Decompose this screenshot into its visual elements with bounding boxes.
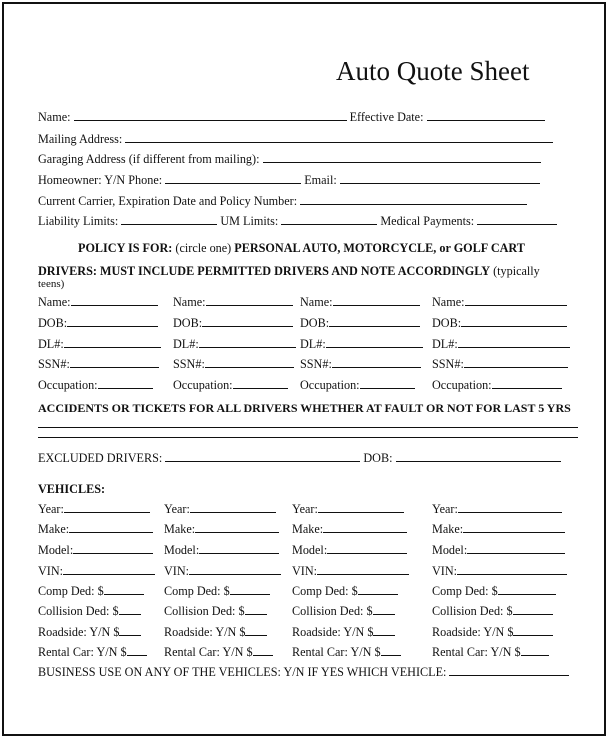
vehicle-model-3 (292, 543, 407, 557)
vehicle-roadside-field[interactable] (119, 625, 141, 636)
driver-name-label: Name: (432, 295, 465, 309)
vehicle-vin-4 (432, 564, 567, 578)
name-field[interactable] (74, 110, 347, 121)
vehicle-collision_ded-label: Collision Ded: $ (38, 604, 119, 618)
driver-dob-2 (173, 316, 293, 330)
vehicle-rental_car-4 (432, 645, 549, 659)
excluded-dob-label: DOB: (363, 451, 393, 465)
vehicle-collision_ded-label: Collision Ded: $ (432, 604, 513, 618)
vehicle-vin-3 (292, 564, 409, 578)
driver-name-field[interactable] (71, 295, 158, 306)
medical-payments-label: Medical Payments: (380, 214, 475, 228)
mailing-address-label: Mailing Address: (38, 132, 123, 146)
vehicle-vin-2 (164, 564, 281, 578)
vehicle-collision_ded-1 (38, 604, 141, 618)
vehicle-comp_ded-4 (432, 584, 556, 598)
vehicle-make-field[interactable] (463, 522, 565, 533)
effective-date-label: Effective Date: (349, 110, 424, 124)
vehicle-rental_car-field[interactable] (521, 645, 549, 656)
phone-field[interactable] (165, 173, 301, 184)
um-limits-label: UM Limits: (220, 214, 279, 228)
driver-ssn-field[interactable] (70, 357, 159, 368)
vehicle-vin-label: VIN: (432, 564, 458, 578)
vehicle-model-4 (432, 543, 565, 557)
row-name (38, 110, 545, 124)
vehicle-year-field[interactable] (318, 502, 404, 513)
vehicle-year-field[interactable] (64, 502, 150, 513)
driver-occupation-label: Occupation: (173, 378, 233, 392)
vehicle-roadside-4 (432, 625, 553, 639)
vehicle-collision_ded-label: Collision Ded: $ (164, 604, 245, 618)
accidents-line-2[interactable] (38, 437, 578, 438)
driver-ssn-label: SSN#: (300, 357, 332, 371)
effective-date-field[interactable] (427, 110, 545, 121)
medical-payments-field[interactable] (477, 214, 557, 225)
vehicle-collision_ded-field[interactable] (373, 604, 395, 615)
vehicle-comp_ded-field[interactable] (104, 584, 144, 595)
vehicle-make-label: Make: (38, 522, 70, 536)
policy-for-note: (circle one) (175, 241, 232, 255)
driver-dob-3 (300, 316, 420, 330)
driver-dl-label: DL#: (173, 337, 199, 351)
driver-ssn-4 (432, 357, 568, 371)
excluded-drivers-label: EXCLUDED DRIVERS: (38, 451, 163, 465)
vehicle-rental_car-1 (38, 645, 147, 659)
vehicle-rental_car-field[interactable] (253, 645, 273, 656)
vehicle-model-field[interactable] (73, 543, 153, 554)
driver-ssn-label: SSN#: (38, 357, 70, 371)
drivers-note-2: teens) (38, 278, 65, 290)
driver-occupation-label: Occupation: (300, 378, 360, 392)
vehicle-make-3 (292, 522, 407, 536)
vehicle-collision_ded-field[interactable] (245, 604, 267, 615)
driver-dob-1 (38, 316, 158, 330)
vehicle-vin-label: VIN: (38, 564, 64, 578)
vehicle-vin-label: VIN: (164, 564, 190, 578)
vehicle-roadside-label: Roadside: Y/N $ (432, 625, 514, 639)
driver-name-label: Name: (173, 295, 206, 309)
vehicle-year-field[interactable] (458, 502, 562, 513)
vehicle-year-1 (38, 502, 150, 516)
vehicle-model-label: Model: (432, 543, 468, 557)
vehicle-collision_ded-label: Collision Ded: $ (292, 604, 373, 618)
vehicle-comp_ded-field[interactable] (230, 584, 270, 595)
vehicle-roadside-label: Roadside: Y/N $ (38, 625, 120, 639)
vehicle-year-3 (292, 502, 404, 516)
driver-dob-field[interactable] (202, 316, 293, 327)
vehicle-rental_car-label: Rental Car: Y/N $ (432, 645, 521, 659)
vehicle-rental_car-field[interactable] (381, 645, 401, 656)
driver-ssn-2 (173, 357, 294, 371)
vehicle-collision_ded-2 (164, 604, 267, 618)
driver-dob-field[interactable] (461, 316, 567, 327)
vehicle-comp_ded-field[interactable] (358, 584, 398, 595)
driver-name-field[interactable] (465, 295, 567, 306)
vehicle-collision_ded-field[interactable] (513, 604, 553, 615)
vehicle-vin-1 (38, 564, 155, 578)
vehicle-comp_ded-label: Comp Ded: $ (38, 584, 104, 598)
vehicle-collision_ded-3 (292, 604, 395, 618)
vehicle-make-field[interactable] (195, 522, 279, 533)
vehicle-make-4 (432, 522, 565, 536)
driver-dl-label: DL#: (300, 337, 326, 351)
garaging-address-field[interactable] (263, 152, 541, 163)
driver-dob-label: DOB: (38, 316, 68, 330)
vehicle-make-1 (38, 522, 153, 536)
vehicle-vin-field[interactable] (63, 564, 155, 575)
driver-dl-label: DL#: (432, 337, 458, 351)
vehicle-year-label: Year: (164, 502, 190, 516)
vehicle-comp_ded-label: Comp Ded: $ (164, 584, 230, 598)
vehicle-comp_ded-label: Comp Ded: $ (432, 584, 498, 598)
vehicle-rental_car-label: Rental Car: Y/N $ (38, 645, 127, 659)
driver-name-3 (300, 295, 420, 309)
accidents-line-1[interactable] (38, 427, 578, 428)
vehicle-model-label: Model: (38, 543, 74, 557)
driver-dob-label: DOB: (173, 316, 203, 330)
name-label: Name: (38, 110, 71, 124)
business-use-label: BUSINESS USE ON ANY OF THE VEHICLES: Y/N IF YES WHICH VEHICLE: (38, 665, 447, 679)
driver-ssn-field[interactable] (464, 357, 568, 368)
driver-dl-1 (38, 337, 161, 351)
driver-name-1 (38, 295, 158, 309)
vehicle-year-field[interactable] (190, 502, 276, 513)
driver-occupation-4 (432, 378, 562, 392)
vehicle-vin-field[interactable] (457, 564, 567, 575)
vehicle-year-label: Year: (292, 502, 318, 516)
row-excluded (38, 451, 561, 465)
liability-limits-label: Liability Limits: (38, 214, 119, 228)
driver-dl-field[interactable] (458, 337, 570, 348)
phone-label: Phone: (128, 173, 163, 187)
driver-occupation-label: Occupation: (38, 378, 98, 392)
excluded-drivers-field[interactable] (165, 451, 360, 462)
driver-dl-field[interactable] (199, 337, 296, 348)
vehicle-roadside-field[interactable] (245, 625, 267, 636)
driver-occupation-1 (38, 378, 153, 392)
vehicle-rental_car-field[interactable] (127, 645, 147, 656)
email-field[interactable] (340, 173, 540, 184)
driver-dl-field[interactable] (326, 337, 423, 348)
driver-occupation-field[interactable] (492, 378, 562, 389)
drivers-heading: DRIVERS: MUST INCLUDE PERMITTED DRIVERS AND NOTE ACCORDINGLY (38, 264, 491, 278)
vehicle-roadside-field[interactable] (373, 625, 395, 636)
driver-name-4 (432, 295, 567, 309)
vehicle-comp_ded-1 (38, 584, 144, 598)
driver-dob-label: DOB: (300, 316, 330, 330)
vehicle-model-field[interactable] (327, 543, 407, 554)
vehicle-year-label: Year: (432, 502, 458, 516)
garaging-address-label: Garaging Address (if different from mailing): (38, 152, 260, 166)
vehicle-comp_ded-field[interactable] (498, 584, 556, 595)
row-limits (38, 214, 557, 228)
driver-ssn-label: SSN#: (173, 357, 205, 371)
driver-ssn-field[interactable] (332, 357, 421, 368)
driver-occupation-3 (300, 378, 415, 392)
vehicle-comp_ded-2 (164, 584, 270, 598)
row-garaging (38, 152, 541, 166)
driver-occupation-field[interactable] (360, 378, 415, 389)
row-carrier (38, 194, 527, 208)
current-carrier-label: Current Carrier, Expiration Date and Policy Number: (38, 194, 298, 208)
form-title: Auto Quote Sheet (336, 56, 530, 86)
driver-ssn-3 (300, 357, 421, 371)
vehicle-model-label: Model: (164, 543, 200, 557)
policy-for-line (78, 241, 525, 255)
row-business-use (38, 665, 569, 679)
driver-ssn-field[interactable] (205, 357, 294, 368)
vehicle-rental_car-label: Rental Car: Y/N $ (292, 645, 381, 659)
driver-ssn-label: SSN#: (432, 357, 464, 371)
excluded-dob-field[interactable] (396, 451, 561, 462)
driver-name-label: Name: (300, 295, 333, 309)
um-limits-field[interactable] (281, 214, 377, 225)
vehicles-heading: VEHICLES: (38, 482, 106, 496)
vehicle-roadside-3 (292, 625, 395, 639)
driver-name-2 (173, 295, 293, 309)
driver-dl-3 (300, 337, 423, 351)
drivers-note: (typically (493, 264, 540, 278)
liability-limits-field[interactable] (121, 214, 217, 225)
driver-name-label: Name: (38, 295, 71, 309)
driver-dl-label: DL#: (38, 337, 64, 351)
driver-dob-4 (432, 316, 567, 330)
row-mailing (38, 132, 553, 146)
vehicle-make-field[interactable] (323, 522, 407, 533)
vehicle-model-field[interactable] (199, 543, 279, 554)
driver-dob-label: DOB: (432, 316, 462, 330)
vehicle-vin-field[interactable] (317, 564, 409, 575)
policy-for-options[interactable]: PERSONAL AUTO, MOTORCYCLE, or GOLF CART (234, 241, 525, 255)
driver-occupation-2 (173, 378, 288, 392)
driver-occupation-label: Occupation: (432, 378, 492, 392)
driver-occupation-field[interactable] (98, 378, 153, 389)
vehicle-collision_ded-4 (432, 604, 553, 618)
vehicle-collision_ded-field[interactable] (119, 604, 141, 615)
vehicle-rental_car-3 (292, 645, 401, 659)
driver-ssn-1 (38, 357, 159, 371)
driver-dl-field[interactable] (64, 337, 161, 348)
vehicle-year-label: Year: (38, 502, 64, 516)
current-carrier-field[interactable] (300, 194, 527, 205)
email-label: Email: (304, 173, 337, 187)
driver-name-field[interactable] (206, 295, 293, 306)
vehicle-make-field[interactable] (69, 522, 153, 533)
vehicle-model-1 (38, 543, 153, 557)
row-homeowner (38, 173, 540, 187)
vehicle-make-2 (164, 522, 279, 536)
vehicle-year-4 (432, 502, 562, 516)
policy-for-label: POLICY IS FOR: (78, 241, 173, 255)
vehicle-roadside-label: Roadside: Y/N $ (164, 625, 246, 639)
vehicle-model-label: Model: (292, 543, 328, 557)
accidents-heading: ACCIDENTS OR TICKETS FOR ALL DRIVERS WHETHER AT FAULT OR NOT FOR LAST 5 YRS (38, 401, 571, 415)
vehicle-make-label: Make: (164, 522, 196, 536)
vehicle-roadside-field[interactable] (513, 625, 553, 636)
driver-name-field[interactable] (333, 295, 420, 306)
vehicle-comp_ded-label: Comp Ded: $ (292, 584, 358, 598)
driver-dl-2 (173, 337, 296, 351)
vehicle-model-field[interactable] (467, 543, 565, 554)
vehicle-model-2 (164, 543, 279, 557)
vehicle-roadside-2 (164, 625, 267, 639)
drivers-heading-line (38, 264, 540, 278)
vehicle-rental_car-label: Rental Car: Y/N $ (164, 645, 253, 659)
driver-dob-field[interactable] (67, 316, 158, 327)
business-use-field[interactable] (449, 665, 569, 676)
vehicle-vin-field[interactable] (189, 564, 281, 575)
vehicle-roadside-label: Roadside: Y/N $ (292, 625, 374, 639)
driver-dob-field[interactable] (329, 316, 420, 327)
mailing-address-field[interactable] (125, 132, 553, 143)
vehicle-vin-label: VIN: (292, 564, 318, 578)
vehicle-roadside-1 (38, 625, 141, 639)
vehicle-comp_ded-3 (292, 584, 398, 598)
driver-dl-4 (432, 337, 570, 351)
vehicle-rental_car-2 (164, 645, 273, 659)
vehicle-make-label: Make: (292, 522, 324, 536)
vehicle-year-2 (164, 502, 276, 516)
vehicle-make-label: Make: (432, 522, 464, 536)
homeowner-label: Homeowner: Y/N (38, 173, 126, 187)
driver-occupation-field[interactable] (233, 378, 288, 389)
